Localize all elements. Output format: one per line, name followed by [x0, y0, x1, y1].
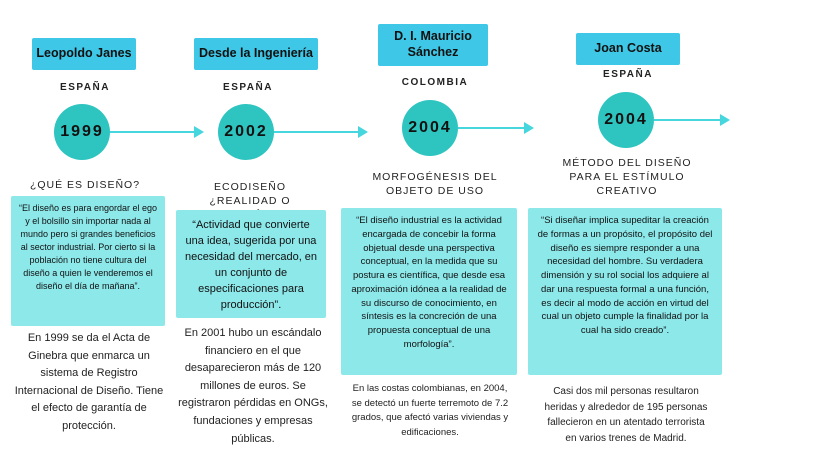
topic-title: ECODISEÑO ¿REALIDAD O: [209, 181, 291, 208]
historical-note: En 1999 se da el Acta de Ginebra que enmarca un sistema de Registro Internacional de Diseño. Tiene el efecto de garantía de protección.: [14, 332, 164, 432]
topic-title: ¿QUÉ ES DISEÑO?: [29, 179, 141, 191]
historical-note: Casi dos mil personas resultaron heridas y alrededor de 195 personas fallecieron en un atentado terrorista en varios trenes de Madrid.: [544, 386, 708, 444]
quote-box: “El diseño industrial es la actividad encargada de concebir la forma objetual desde una perspectiva conceptual, en la medida que su postura es científica, que desde esa aproximación idónea a la realidad de su discurso de conocimiento, en síntesis es la concreción de una propuesta conceptual de una morfología”.: [341, 208, 517, 375]
historical-note: En las costas colombianas, en 2004, se detectó un fuerte terremoto de 7.2 grados, que afectó varias viviendas y edificaciones.: [351, 383, 509, 439]
author-name-box: Leopoldo Janes: [32, 38, 136, 70]
timeline-arrow: [110, 131, 202, 133]
topic-title: MORFOGÉNESIS DEL OBJETO DE USO: [372, 171, 498, 198]
author-name-box: Joan Costa: [576, 33, 680, 65]
timeline-arrow: [654, 119, 728, 121]
author-name-box: D. I. Mauricio Sánchez: [378, 24, 488, 66]
year-circle: 2004: [402, 100, 458, 156]
country-label: COLOMBIA: [401, 77, 469, 88]
quote-box: “El diseño es para engordar el ego y el bolsillo sin importar nada al mundo pero si grandes beneficios al sector industrial. Por cierto si la población no tiene cultura del diseño a quien le venderemos el diseño el día de mañana”.: [11, 196, 165, 326]
year-circle: 2002: [218, 104, 274, 160]
year-circle: 1999: [54, 104, 110, 160]
country-label: ESPAÑA: [603, 69, 653, 80]
country-label: ESPAÑA: [60, 82, 110, 93]
historical-note: En 2001 hubo un escándalo financiero en el que desaparecieron más de 120 millones de euros. Se registraron pérdidas en ONGs, fundaciones y empresas públicas.: [178, 327, 328, 445]
quote-box: “Si diseñar implica supeditar la creación de formas a un propósito, el propósito del diseño es siempre responder a una necesidad del hombre. Su verdadera dimensión y su rol social los adquiere al dar una respuesta formal a una función, es decir al modo de acción en virtud del cual un objeto cumple la finalidad por la cual ha sido creado”.: [528, 208, 722, 375]
timeline-arrow: [274, 131, 366, 133]
topic-title: MÉTODO DEL DISEÑO PARA EL ESTÍMULO CREATIVO: [562, 157, 692, 198]
timeline-arrow: [458, 127, 532, 129]
quote-box: “Actividad que convierte una idea, sugerida por una necesidad del mercado, en un conjunto de especificaciones para producción”.: [176, 210, 326, 318]
author-name-box: Desde la Ingeniería: [194, 38, 318, 70]
year-circle: 2004: [598, 92, 654, 148]
country-label: ESPAÑA: [223, 82, 273, 93]
